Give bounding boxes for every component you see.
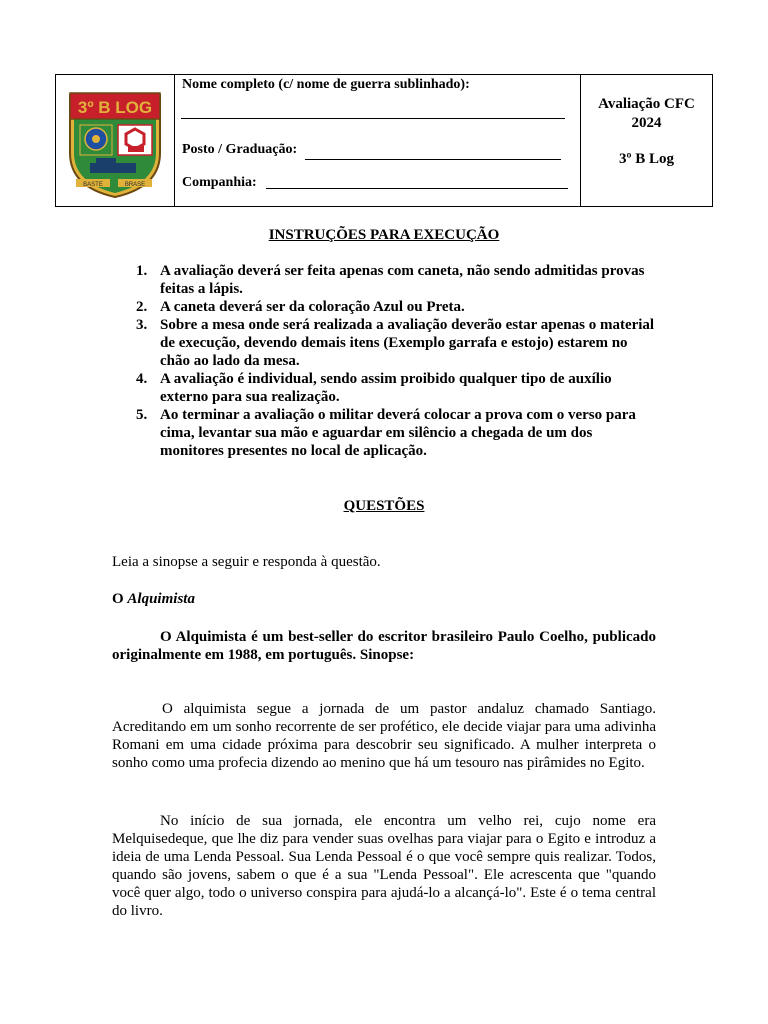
book-title-italic: Alquimista xyxy=(127,591,195,607)
book-title xyxy=(112,590,656,608)
logo-motto-left: BASTE xyxy=(83,182,103,188)
instruction-number: 1. xyxy=(136,263,148,279)
instruction-text: Sobre a mesa onde será realizada a avaliação deverão estar apenas o material de execução, devendo demais itens (Exemplo garrafa e estojo) estarem no chão ao lado da mesa. xyxy=(160,317,655,369)
instruction-number: 3. xyxy=(136,317,148,333)
instructions-list xyxy=(136,262,656,460)
instruction-item xyxy=(136,406,656,460)
instruction-number: 4. xyxy=(136,371,148,387)
rank-field[interactable] xyxy=(305,159,561,160)
book-title-prefix: O xyxy=(112,591,128,607)
instruction-item xyxy=(136,262,656,298)
header-table xyxy=(55,74,713,207)
instruction-number: 5. xyxy=(136,407,148,423)
rank-label: Posto / Graduação: xyxy=(182,142,298,157)
company-field[interactable] xyxy=(266,188,568,189)
instruction-text: A avaliação é individual, sendo assim proibido qualquer tipo de auxílio externo para sua realização. xyxy=(160,371,612,405)
synopsis-paragraph-1: O alquimista segue a jornada de um pastor andaluz chamado Santiago. Acreditando em um sonho recorrente de ser profético, ele decide viajar para uma adivinha Romani em uma cidade próxima para descobrir seu significado. A mulher interpreta o sonho como uma profecia dizendo ao menino que há um tesouro nas pirâmides no Egito. xyxy=(112,701,656,771)
instruction-text: A caneta deverá ser da coloração Azul ou Preta. xyxy=(160,299,465,315)
questions-title: QUESTÕES xyxy=(343,498,425,514)
question-intro: Leia a sinopse a seguir e responda à questão. xyxy=(112,554,381,570)
battalion-shield-logo xyxy=(56,75,175,206)
full-name-field[interactable] xyxy=(181,118,565,119)
instruction-text: Ao terminar a avaliação o militar deverá colocar a prova com o verso para cima, levantar sua mão e aguardar em silêncio a chegada de um dos monitores presentes no local de aplicação. xyxy=(160,407,636,459)
instruction-item xyxy=(136,298,656,316)
logo-banner-text: 3º B LOG xyxy=(77,98,153,117)
logo-cell xyxy=(56,75,175,206)
exam-info xyxy=(581,75,712,206)
company-label: Companhia: xyxy=(182,175,257,190)
unit-name: 3º B Log xyxy=(619,151,674,167)
synopsis-paragraph-2: No início de sua jornada, ele encontra um velho rei, cujo nome era Melquisedeque, que lhe diz para vender suas ovelhas para viajar para o Egito e introduz a ideia de uma Lenda Pessoal. Sua Lenda Pessoal é o que você sempre quis realizar. Todos, quando são jovens, sabem o que é a sua "Lenda Pessoal". Ele acrescenta que "quando você quer algo, todo o universo conspira para ajudá-lo a alcançá-lo". Este é o tema central do livro. xyxy=(112,813,656,919)
instruction-number: 2. xyxy=(136,299,148,315)
full-name-label: Nome completo (c/ nome de guerra sublinhado): xyxy=(182,77,470,92)
instructions-title: INSTRUÇÕES PARA EXECUÇÃO xyxy=(268,227,500,243)
book-summary: O Alquimista é um best-seller do escritor brasileiro Paulo Coelho, publicado originalmente em 1988, em português. Sinopse: xyxy=(112,629,656,663)
instruction-item xyxy=(136,316,656,370)
identification-fields xyxy=(175,75,581,206)
logo-motto-right: BRASE xyxy=(124,182,146,188)
instruction-item xyxy=(136,370,656,406)
exam-year: 2024 xyxy=(631,115,662,131)
instruction-text: A avaliação deverá ser feita apenas com caneta, não sendo admitidas provas feitas a lápis. xyxy=(160,263,645,297)
exam-name: Avaliação CFC xyxy=(598,96,695,112)
